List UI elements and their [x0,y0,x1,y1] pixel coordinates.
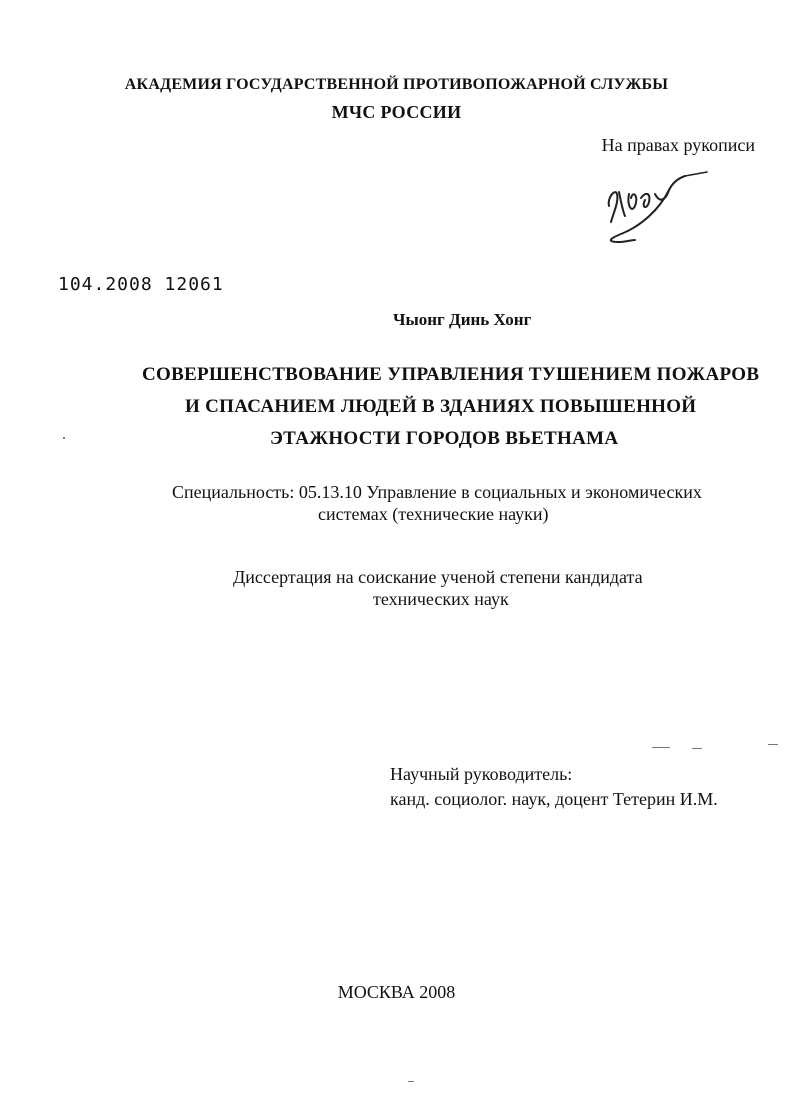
supervisor-name: канд. социолог. наук, доцент Тетерин И.М. [390,789,718,809]
archive-stamp-number: 104.2008 12061 [58,274,224,295]
academy-name: АКАДЕМИЯ ГОСУДАРСТВЕННОЙ ПРОТИВОПОЖАРНОЙ СЛУЖБЫ [124,76,669,93]
scan-speck [63,437,65,439]
scan-speck [768,744,778,745]
specialty-line-1: Специальность: 05.13.10 Управление в социальных и экономических [172,482,702,502]
scan-speck [652,747,670,748]
supervisor-label: Научный руководитель: [390,764,573,784]
specialty-line-2: системах (технические науки) [318,504,549,524]
manuscript-note: На правах рукописи [601,135,755,155]
thesis-title-line-3: ЭТАЖНОСТИ ГОРОДОВ ВЬЕТНАМА [270,428,619,449]
dissertation-line-1: Диссертация на соискание ученой степени кандидата [233,567,643,587]
handwritten-signature [595,168,715,258]
thesis-title-line-2: И СПАСАНИЕМ ЛЮДЕЙ В ЗДАНИЯХ ПОВЫШЕННОЙ [185,396,697,417]
scan-speck [692,748,702,749]
dissertation-line-2: технических наук [373,589,509,609]
scan-speck [408,1081,414,1082]
thesis-title-line-1: СОВЕРШЕНСТВОВАНИЕ УПРАВЛЕНИЯ ТУШЕНИЕМ ПОЖАРОВ [142,364,760,385]
author-name: Чыонг Динь Хонг [393,310,532,329]
ministry-name: МЧС РОССИИ [331,102,462,122]
city-year: МОСКВА 2008 [337,982,456,1002]
